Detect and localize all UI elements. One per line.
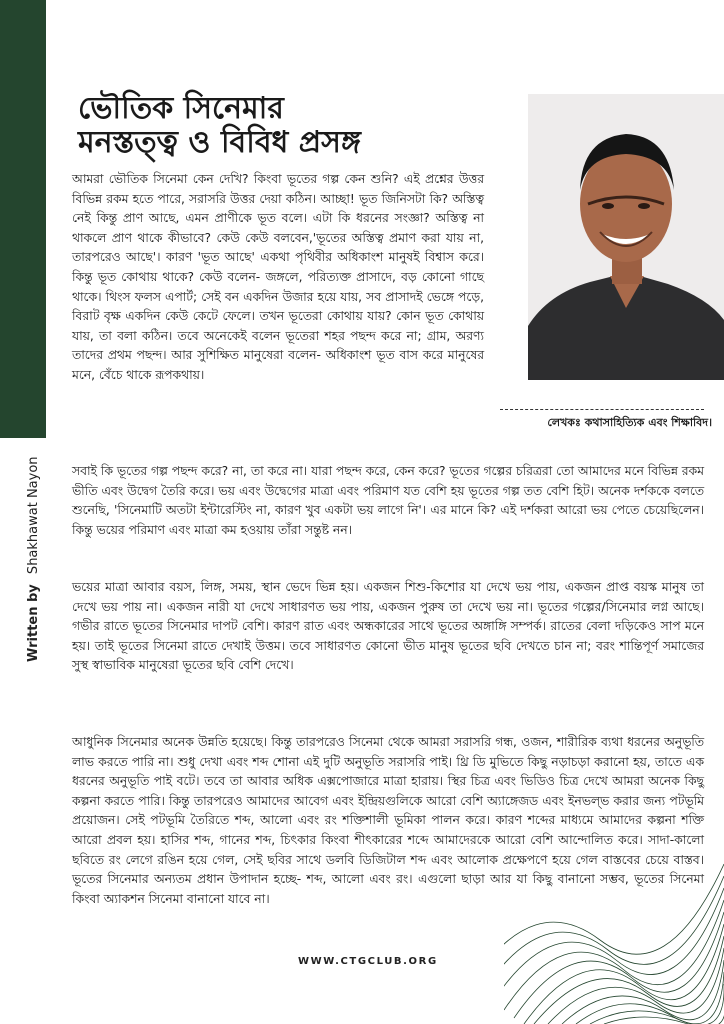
caption-divider — [500, 409, 704, 410]
paragraph-4: আধুনিক সিনেমার অনেক উন্নতি হয়েছে। কিন্তু তারপরেও সিনেমা থেকে আমরা সরাসরি গন্ধ, ওজন, শারীরিক ব্যথা ধরনের অনুভূতি লাভ করতে পারি না। শুধু দেখা এবং শব্দ শোনা এই দুটি অনুভূতি সরাসরি পাই। থ্রি ডি মুভিতে কিছু নড়াচড়া করানো হয়, তাতে এক ধরনের অনুভূতি পাই বটে। তবে তা আবার অধিক এক্সপোজারে মাত্রা হারায়। স্থির চিত্র এবং ভিডিও চিত্র দেখে আমরা অনেক কিছু কল্পনা করতে পারি। কিন্তু তারপরেও আমাদের আবেগ এবং ইন্দ্রিয়গুলিকে আরো বেশি অ্যাঙ্গেজড এবং ইনভল্ভ করার জন্য পটভূমি প্রয়োজন। সেই পটভূমি তৈরিতে শব্দ, আলো এবং রং শক্তিশালী ভূমিকা পালন করে। কারণ শব্দের মাধ্যমে আমাদের কল্পনা শক্তি আরো প্রবল হয়। হাসির শব্দ, গানের শব্দ, চিৎকার কিংবা শীৎকারের শব্দে আমাদেরকে আরো বেশি আন্দোলিত করে। সাদা-কালো ছবিতে রং লেগে রঙিন হয়ে গেল, সেই ছবির সাথে ডলবি ডিজিটাল শব্দ এবং আলোক প্রক্ষেপণে হয়ে গেল বাস্তবের চেয়ে বাস্তব। ভূতের সিনেমার অন্যতম প্রধান উপাদান হচ্ছে- শব্দ, আলো এবং রং। এগুলো ছাড়া আর যা কিছু বানানো সম্ভব, ভূতের সিনেমা কিংবা অ্যাকশন সিনেমা বানানো যাবে না। — [72, 735, 704, 906]
author-side-label — [26, 450, 46, 662]
decorative-wave-lines — [504, 860, 724, 1024]
author-photo — [528, 94, 724, 380]
decorative-green-bar — [0, 0, 46, 438]
written-by-prefix: Written by — [26, 584, 41, 662]
title-line-1: ভৌতিক সিনেমার — [78, 91, 284, 126]
author-caption: লেখকঃ কথাসাহিত্যিক এবং শিক্ষাবিদ। — [547, 416, 712, 429]
author-name: Shakhawat Nayon — [26, 456, 41, 575]
paragraph-1: আমরা ভৌতিক সিনেমা কেন দেখি? কিংবা ভূতের গল্প কেন শুনি? এই প্রশ্নের উত্তর বিভিন্ন রকম হতে পারে, সরাসরি উত্তর দেয়া কঠিন। আচ্ছা! ভূত জিনিসটা কি? অস্তিত্ব নেই কিন্তু প্রাণ আছে, এমন প্রাণীকে ভূত বলে। এটা কি ধরনের সংজ্ঞা? অস্তিত্ব না থাকলে প্রাণ থাকে কীভাবে? কেউ কেউ বলবেন,'ভূতের অস্তিত্ব প্রমাণ করা যায় না, তারপরেও আছে'। কারণ 'ভূত আছে' একথা পৃথিবীর অধিকাংশ মানুষই বিশ্বাস করে। কিন্তু ভূত কোথায় থাকে? কেউ বলেন- জঙ্গলে, পরিত্যক্ত প্রাসাদে, বড় কোনো গাছে থাকে। থিংস ফলস এপার্ট; সেই বন একদিন উজার হয়ে যায়, সব প্রাসাদই ভেঙ্গে পড়ে, বিরাট বৃক্ষ একদিন কেউ কেটে ফেলে। তখন ভূতেরা কোথায় যায়? কোন ভূত কোথায় যায়, তা বলা কঠিন। তবে অনেকেই বলেন ভূতেরা শহর পছন্দ করে না; গ্রাম, অরণ্য তাদের প্রথম পছন্দ। আর সুশিক্ষিত মানুষেরা বলেন- অধিকাংশ ভূত বাস করে মানুষের মনে, বেঁচে থাকে রূপকথায়। — [72, 172, 484, 382]
paragraph-3: ভয়ের মাত্রা আবার বয়স, লিঙ্গ, সময়, স্থান ভেদে ভিন্ন হয়। একজন শিশু-কিশোর যা দেখে ভয় পায়, একজন প্রাপ্ত বয়স্ক মানুষ তা দেখে ভয় পায় না। একজন নারী যা দেখে সাধারণত ভয় পায়, একজন পুরুষ তা দেখে ভয় না। ভূতের গল্পের/সিনেমার লগ্ন আছে। গভীর রাতে ভূতের সিনেমার দাপট বেশি। কারণ রাত এবং অন্ধকারের সাথে ভূতের অঙ্গাঙ্গি সম্পর্ক। রাতের বেলা দড়িকেও সাপ মনে হয়। তাই ভূতের সিনেমা রাতে দেখাই উত্তম। তবে সাধারণত কোনো ভীত মানুষ ভূতের ছবি দেখতে চান না; বরং শান্তিপূর্ণ সমাজের সুস্থ স্বাভাবিক মানুষেরা ভূতের ছবি বেশি দেখে। — [72, 580, 704, 673]
article-title — [78, 92, 498, 160]
paragraph-2: সবাই কি ভূতের গল্প পছন্দ করে? না, তা করে না। যারা পছন্দ করে, কেন করে? ভূতের গল্পের চরিত্ররা তো আমাদের মনে বিভিন্ন রকম ভীতি এবং উদ্বেগ তৈরি করে। ভয় এবং উদ্বেগের মাত্রা এবং পরিমাণ যত বেশি হয় ভূতের গল্প তত বেশি হিট। অনেক দর্শককে বলতে শুনেছি, 'সিনেমাটি অতটা ইন্টারেস্টিং না, কারণ খুব একটা ভয় লাগে নি'। এর মানে কি? এই দর্শকরা আরো ভয় পেতে চেয়েছিলেন। কিন্তু ভয়ের পরিমাণ এবং মাত্রা কম হওয়ায় তাঁরা সন্তুষ্ট নন। — [72, 464, 704, 537]
website-link[interactable]: WWW.CTGCLUB.ORG — [298, 956, 438, 967]
title-line-2: মনস্তত্ত্ব ও বিবিধ প্রসঙ্গ — [78, 125, 361, 160]
